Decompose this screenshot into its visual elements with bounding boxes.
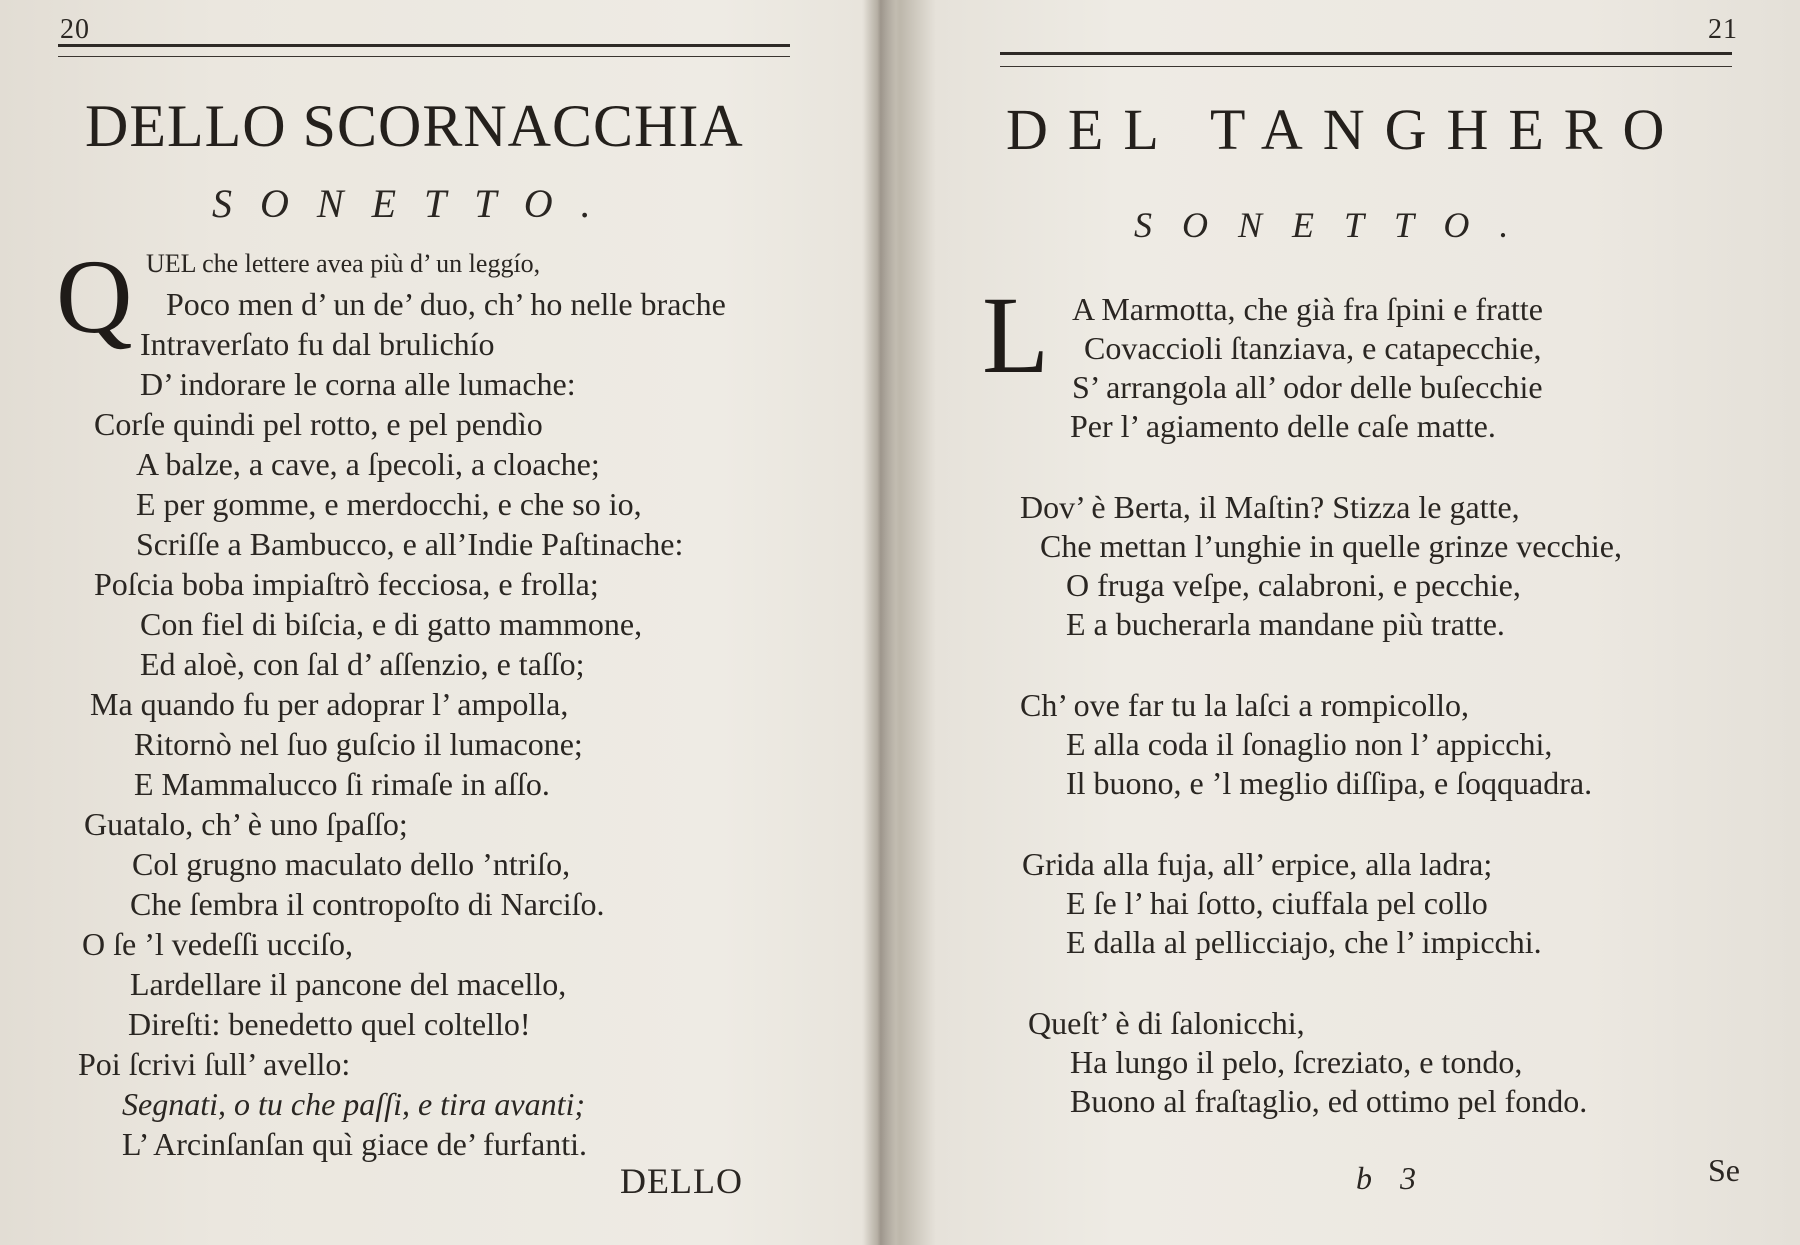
right-drop-cap: L xyxy=(982,274,1050,396)
left-page: 20 DELLO SCORNACCHIA SONETTO. Q UEL che lettere avea più d’ un leggío, Poco men d’ un de’ duo, ch’ ho nelle brache Intraverſato fu dal brulichío D’ indorare le corna alle lumache: Corſe quindi pel rotto, e pel pendìo A balze, a cave, a ſpecoli, a cloache; E per gomme, e merdocchi, e che so io, Scriſſe a Bambucco, e all’Indie Paſtinache: Poſcia boba impiaſtrò fecciosa, e frolla; Con fiel di biſcia, e di gatto mammone, Ed aloè, con ſal d’ aſſenzio, e taſſo; Ma quando fu per adoprar l’ ampolla, Ritornò nel ſuo guſcio il lumacone; E Mammalucco ſi rimaſe in aſſo. Guatalo, ch’ è uno ſpaſſo; Col grugno maculato dello ’ntriſo, Che ſembra il contropoſto di Narciſo. O ſe ’l vedeſſi ucciſo, Lardellare il pancone del macello, Direſti: benedetto quel coltello! Poi ſcrivi ſull’ avello: Segnati, o tu che paſſi, e tira avanti; L’ Arcinſanſan quì giace de’ furfanti. DELLO xyxy=(0,0,878,1245)
left-catchword: DELLO xyxy=(620,1161,743,1201)
right-header-rule xyxy=(1000,52,1732,55)
right-poem-title: DEL TANGHERO xyxy=(1006,97,1685,162)
right-page: 21 DEL TANGHERO SONETTO. L A Marmotta, che già fra ſpini e fratte Covaccioli ſtanziava, e catapecchie, S’ arrangola all’ odor delle buſecchie Per l’ agiamento delle caſe matte. Dov’ è Berta, il Maſtin? Stizza le gatte, Che mettan l’unghie in quelle grinze vecchie, O fruga veſpe, calabroni, e pecchie, E a bucherarla mandane più tratte. Ch’ ove far tu la laſci a rompicollo, E alla coda il ſonaglio non l’ appicchi, Il buono, e ’l meglio diſſipa, e ſoqquadra. Grida alla fuja, all’ erpice, alla ladra; E ſe l’ hai ſotto, ciuffala pel collo E dalla al pellicciajo, che l’ impicchi. Queſt’ è di ſalonicchi, Ha lungo il pelo, ſcreziato, e tondo, Buono al fraſtaglio, ed ottimo pel fondo. b 3 Se xyxy=(982,14,1740,1196)
right-poem-subtitle: SONETTO. xyxy=(1134,205,1539,245)
right-signature-mark: b 3 xyxy=(1356,1160,1426,1196)
left-poem-subtitle: SONETTO. xyxy=(212,181,619,226)
right-header-rule-thin xyxy=(1000,66,1732,67)
left-header-rule xyxy=(58,44,790,47)
left-drop-cap: Q xyxy=(56,238,133,355)
left-page-number: 20 xyxy=(60,14,90,45)
right-catchword: Se xyxy=(1708,1152,1740,1188)
right-page-number: 21 xyxy=(1708,14,1738,45)
left-header-rule-thin xyxy=(58,56,790,57)
left-poem-title: DELLO SCORNACCHIA xyxy=(85,93,744,159)
